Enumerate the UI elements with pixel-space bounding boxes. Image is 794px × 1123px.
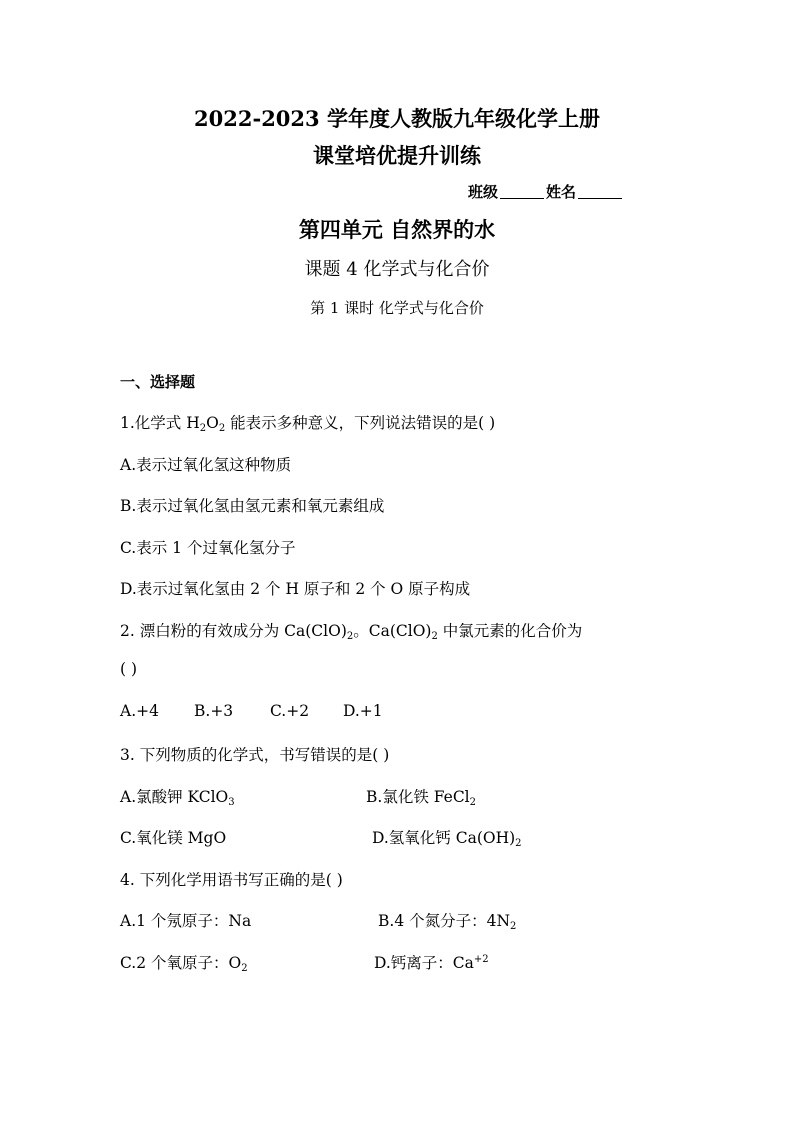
q4-d-text: D.钙离子：Ca	[374, 954, 474, 972]
q2-stem-part: 。Ca(ClO)	[353, 622, 432, 640]
class-blank[interactable]	[500, 198, 544, 199]
question-2-option-c: C.+2	[270, 702, 310, 720]
question-1-option-d: D.表示过氧化氢由 2 个 H 原子和 2 个 O 原子构成	[120, 580, 471, 598]
question-4-option-a: A.1 个氖原子：Na	[120, 912, 252, 930]
q3-b-text: B.氯化铁 FeCl	[366, 788, 470, 806]
q4-b-subscript: 2	[510, 921, 517, 932]
q1-stem-part: 能表示多种意义，下列说法错误的是( )	[225, 414, 496, 432]
question-2-stem-continued: ( )	[120, 660, 138, 678]
question-3-option-a	[120, 785, 235, 807]
lesson-title: 第 1 课时 化学式与化合价	[310, 299, 484, 317]
question-2-option-d: D.+1	[343, 702, 383, 720]
question-3-option-b	[366, 785, 476, 807]
q4-c-subscript: 2	[241, 963, 248, 974]
question-1-option-a: A.表示过氧化氢这种物质	[120, 456, 292, 474]
question-4-option-c	[120, 951, 248, 973]
section-title: 一、选择题	[120, 373, 196, 391]
question-1-option-b: B.表示过氧化氢由氢元素和氧元素组成	[120, 497, 385, 515]
question-4-option-b	[378, 909, 516, 931]
q4-c-text: C.2 个氧原子：O	[120, 954, 242, 972]
q1-subscript: 2	[199, 423, 207, 434]
q3-b-subscript: 2	[469, 797, 477, 808]
question-2-option-a: A.+4	[120, 702, 159, 720]
q1-stem-part: 1.化学式 H	[120, 414, 200, 432]
document-title: 2022-2023 学年度人教版九年级化学上册	[194, 106, 600, 131]
q2-stem-part: 中氯元素的化合价为	[437, 622, 583, 640]
question-1-option-c: C.表示 1 个过氧化氢分子	[120, 539, 296, 557]
question-4-option-d	[374, 951, 489, 973]
class-label: 班级	[468, 183, 499, 201]
topic-title: 课题 4 化学式与化合价	[304, 259, 490, 280]
q3-d-subscript: 2	[515, 838, 522, 849]
unit-title: 第四单元 自然界的水	[298, 217, 496, 242]
q2-subscript: 2	[431, 631, 438, 642]
question-2-stem	[120, 619, 582, 641]
q1-stem-part: O	[206, 414, 219, 432]
question-3-stem: 3. 下列物质的化学式，书写错误的是( )	[120, 746, 390, 764]
question-3-option-c: C.氧化镁 MgO	[120, 829, 227, 847]
q4-d-superscript: +2	[473, 954, 489, 965]
q4-b-text: B.4 个氮分子：4N	[378, 912, 511, 930]
q2-stem-part: 2. 漂白粉的有效成分为 Ca(ClO)	[120, 622, 347, 640]
question-1-stem	[120, 411, 495, 433]
document-subtitle: 课堂培优提升训练	[313, 143, 481, 168]
q3-a-text: A.氯酸钾 KClO	[120, 788, 229, 806]
name-label: 姓名	[546, 183, 577, 201]
question-4-stem: 4. 下列化学用语书写正确的是( )	[120, 871, 343, 889]
q3-d-text: D.氢氧化钙 Ca(OH)	[372, 829, 516, 847]
class-name-line	[468, 181, 624, 202]
q2-subscript: 2	[346, 631, 354, 642]
q1-subscript: 2	[218, 423, 226, 434]
question-3-option-d	[372, 826, 522, 848]
question-2-option-b: B.+3	[194, 702, 234, 720]
question-2-options	[120, 702, 383, 720]
name-blank[interactable]	[578, 198, 622, 199]
q3-a-subscript: 3	[228, 797, 235, 808]
